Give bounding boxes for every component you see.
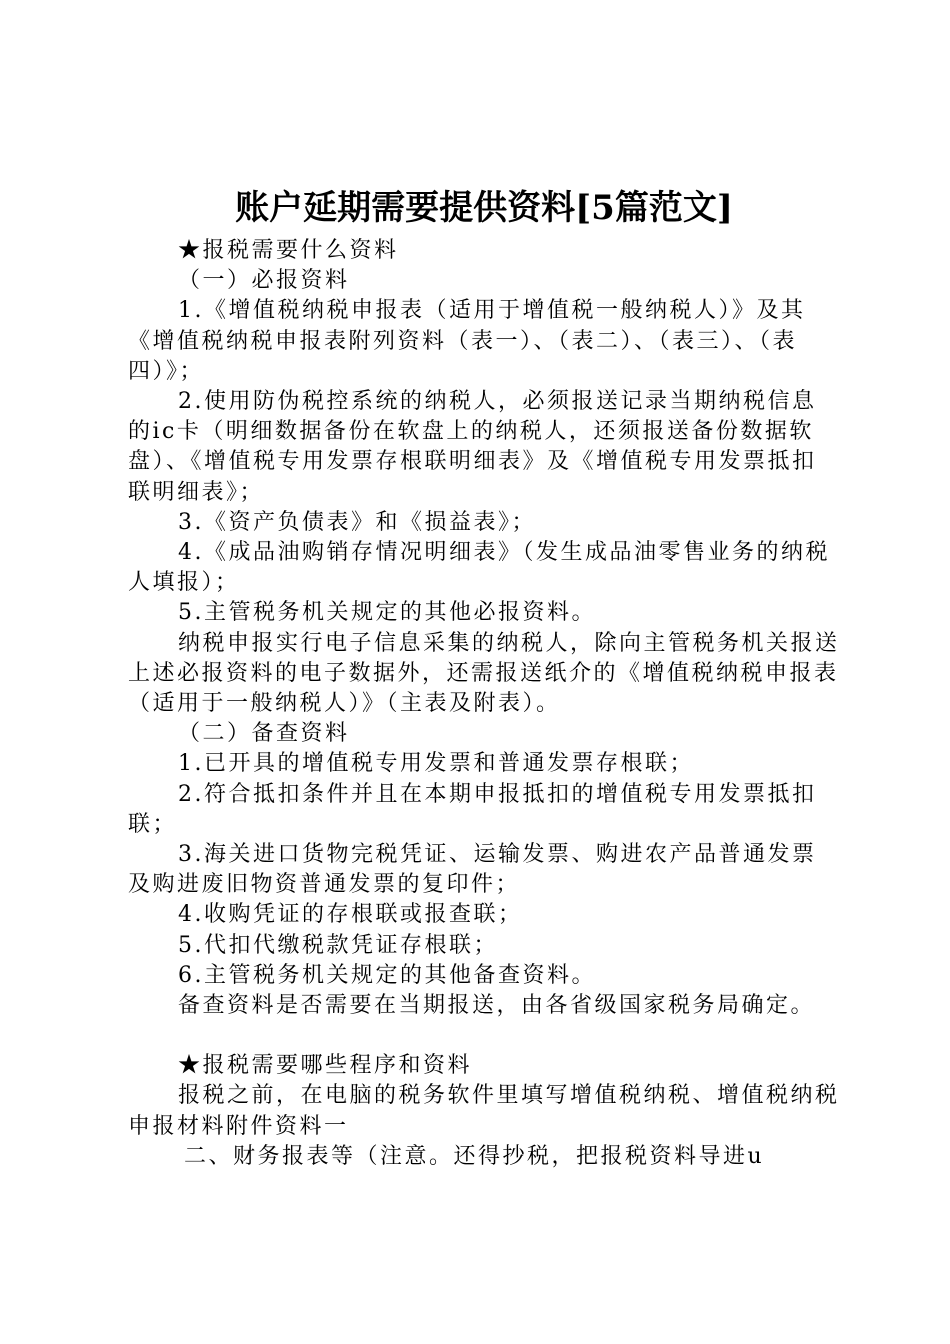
- paragraph-backup-item-6: 6.主管税务机关规定的其他备查资料。: [178, 962, 596, 988]
- paragraph-electronic-filing: 纳税申报实行电子信息采集的纳税人，除向主管税务机关报送上述必报资料的电子数据外，还需报送纸介的《增值税纳税申报表（适用于一般纳税人）》（主表及附表）。: [128, 630, 840, 717]
- document-body: [128, 236, 840, 1172]
- section-heading-procedures: ★报税需要哪些程序和资料: [178, 1053, 473, 1079]
- document-title: 账户延期需要提供资料[5篇范文]: [235, 188, 733, 228]
- paragraph-backup-item-5: 5.代扣代缴税款凭证存根联；: [178, 932, 498, 958]
- paragraph-backup-item-1: 1.已开具的增值税专用发票和普通发票存根联；: [178, 751, 694, 777]
- paragraph-item-4: 4.《成品油购销存情况明细表》（发生成品油零售业务的纳税人填报）；: [128, 540, 830, 596]
- paragraph-item-2: 2.使用防伪税控系统的纳税人，必须报送记录当期纳税信息的ic卡（明细数据备份在软盘上的纳税人，还须报送备份数据软盘）、《增值税专用发票存根联明细表》及《增值税专用发票抵扣联明细表》；: [128, 389, 817, 505]
- subsection-heading-must-report: （一）必报资料: [178, 268, 350, 294]
- paragraph-spacer: [128, 1021, 840, 1051]
- paragraph-item-5: 5.主管税务机关规定的其他必报资料。: [178, 600, 596, 626]
- paragraph-item-3: 3.《资产负债表》和《损益表》；: [178, 509, 536, 535]
- paragraph-procedure-1: 报税之前，在电脑的税务软件里填写增值税纳税、增值税纳税申报材料附件资料一: [128, 1083, 840, 1139]
- paragraph-backup-item-3: 3.海关进口货物完税凭证、运输发票、购进农产品普通发票及购进废旧物资普通发票的复印件；: [128, 842, 817, 898]
- subsection-heading-backup: （二）备查资料: [178, 721, 350, 747]
- section-heading-required-materials: ★报税需要什么资料: [178, 238, 399, 263]
- paragraph-backup-note: 备查资料是否需要在当期报送，由各省级国家税务局确定。: [178, 993, 816, 1019]
- paragraph-item-1: 1.《增值税纳税申报表（适用于增值税一般纳税人）》及其《增值税纳税申报表附列资料（表一）、（表二）、（表三）、（表四）》；: [128, 298, 806, 384]
- paragraph-backup-item-4: 4.收购凭证的存根联或报查联；: [178, 902, 523, 928]
- paragraph-backup-item-2: 2.符合抵扣条件并且在本期申报抵扣的增值税专用发票抵扣联；: [128, 781, 817, 837]
- paragraph-procedure-2: 二、财务报表等（注意。还得抄税，把报税资料导进u: [184, 1143, 765, 1169]
